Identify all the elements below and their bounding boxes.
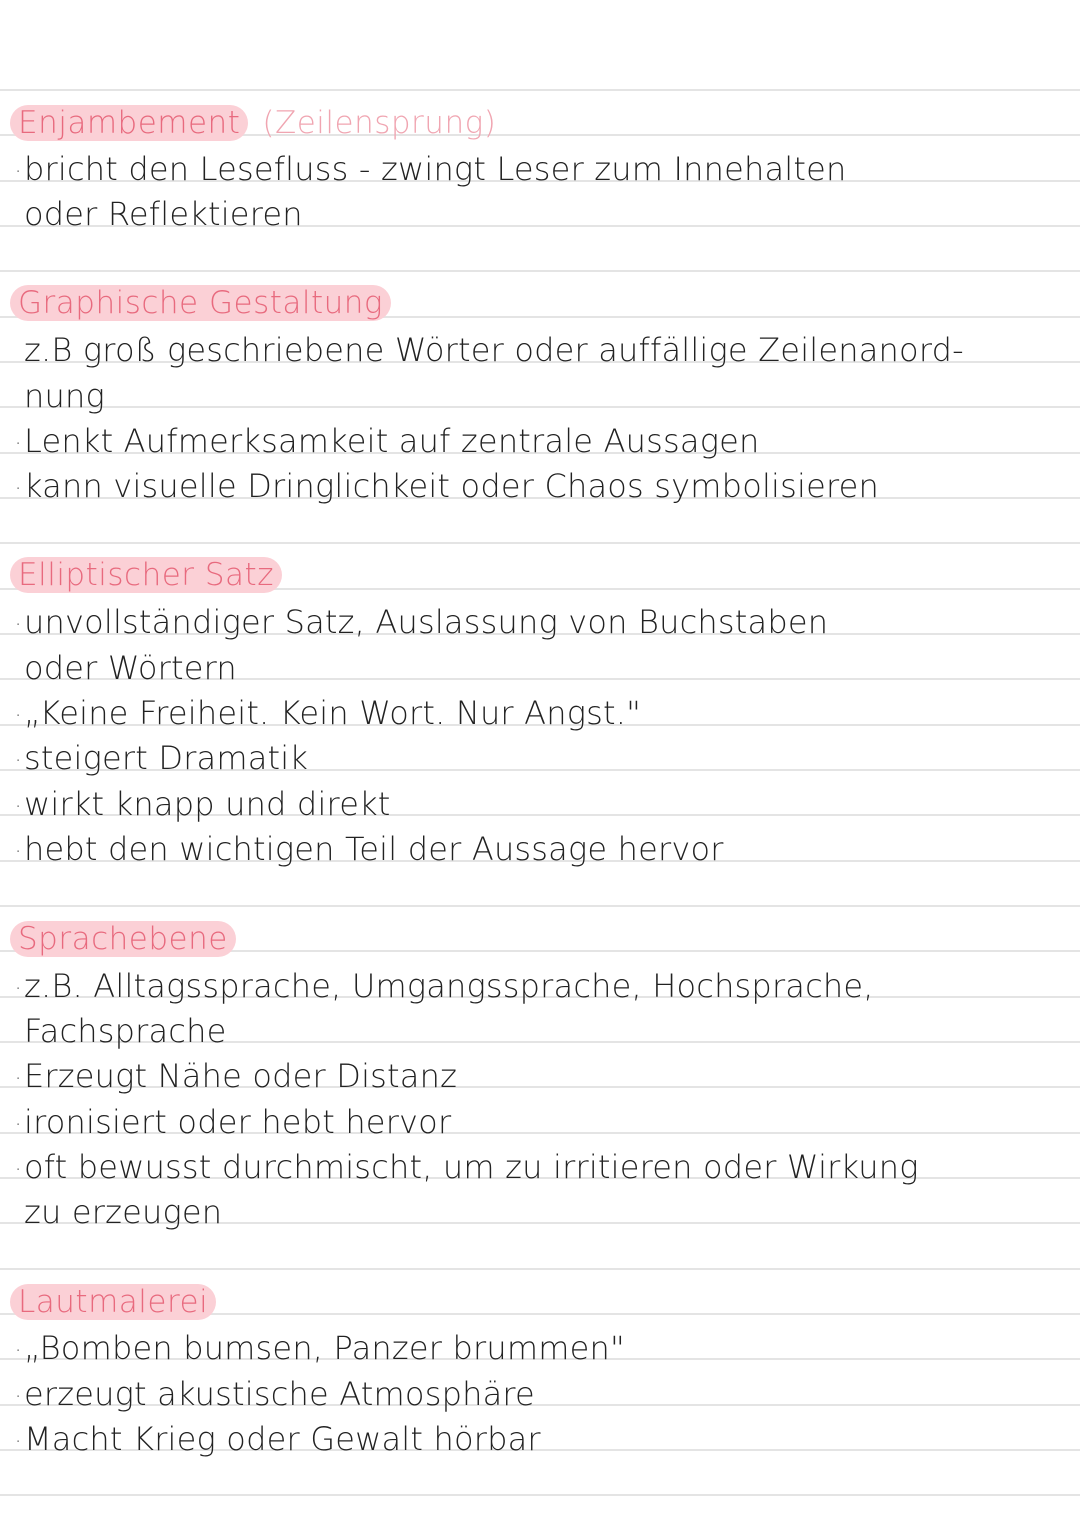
heading-highlight: Enjambement xyxy=(10,105,248,141)
ruled-line xyxy=(0,406,1080,408)
ruled-line xyxy=(0,905,1080,907)
heading-highlight: Sprachebene xyxy=(10,921,236,957)
note-text: „Bomben bumsen, Panzer brummen" xyxy=(24,1329,625,1367)
note-text: oder Wörtern xyxy=(24,649,237,687)
note-line xyxy=(14,827,724,871)
note-line xyxy=(14,328,964,372)
note-line xyxy=(14,1145,919,1189)
section-heading xyxy=(10,921,236,957)
note-line xyxy=(14,736,308,780)
note-line xyxy=(14,1326,625,1370)
heading-highlight: Lautmalerei xyxy=(10,1284,216,1320)
note-text: oder Reflektieren xyxy=(24,195,303,233)
note-text: steigert Dramatik xyxy=(24,739,309,777)
note-text: unvollständiger Satz, Auslassung von Buchstaben xyxy=(24,603,829,641)
note-line xyxy=(14,1417,541,1461)
note-line xyxy=(14,782,391,826)
note-line xyxy=(14,691,641,735)
note-text: bricht den Lesefluss - zwingt Leser zum Innehalten xyxy=(24,150,847,188)
note-line xyxy=(14,192,303,236)
note-line xyxy=(14,374,105,418)
note-text: Erzeugt Nähe oder Distanz xyxy=(24,1057,458,1095)
note-line xyxy=(14,1054,457,1098)
note-line xyxy=(14,1100,451,1144)
note-line xyxy=(14,600,828,644)
note-line xyxy=(14,147,847,191)
section-heading xyxy=(10,557,282,593)
section-heading xyxy=(10,1284,216,1320)
note-text: wirkt knapp und direkt xyxy=(24,785,391,823)
note-text: oft bewusst durchmischt, um zu irritieren oder Wirkung xyxy=(24,1148,919,1186)
note-text: Macht Krieg oder Gewalt hörbar xyxy=(24,1420,541,1458)
note-line xyxy=(14,1372,535,1416)
note-line xyxy=(14,1009,226,1053)
note-text: nung xyxy=(24,377,105,415)
note-text: z.B. Alltagssprache, Umgangssprache, Hochsprache, xyxy=(24,967,874,1005)
note-text: Lenkt Aufmerksamkeit auf zentrale Aussagen xyxy=(24,422,760,460)
ruled-line xyxy=(0,1494,1080,1496)
note-line xyxy=(14,646,237,690)
note-text: kann visuelle Dringlichkeit oder Chaos symbolisieren xyxy=(24,467,880,505)
ruled-line xyxy=(0,542,1080,544)
ruled-line xyxy=(0,1268,1080,1270)
section-heading xyxy=(10,285,391,321)
ruled-line xyxy=(0,270,1080,272)
section-heading xyxy=(10,105,496,141)
note-line xyxy=(14,419,759,463)
ruled-line xyxy=(0,89,1080,91)
note-text: erzeugt akustische Atmosphäre xyxy=(24,1375,535,1413)
note-text: Fachsprache xyxy=(24,1012,227,1050)
note-text: hebt den wichtigen Teil der Aussage hervor xyxy=(24,830,724,868)
heading-highlight: Graphische Gestaltung xyxy=(10,285,391,321)
heading-subtitle: (Zeilensprung) xyxy=(262,105,497,141)
note-text: z.B groß geschriebene Wörter oder auffällige Zeilenanord- xyxy=(24,331,964,369)
note-text: ironisiert oder hebt hervor xyxy=(24,1103,452,1141)
note-text: „Keine Freiheit. Kein Wort. Nur Angst." xyxy=(24,694,642,732)
note-line xyxy=(14,964,874,1008)
note-line xyxy=(14,1190,222,1234)
note-line xyxy=(14,464,879,508)
heading-highlight: Elliptischer Satz xyxy=(10,557,282,593)
note-text: zu erzeugen xyxy=(24,1193,223,1231)
